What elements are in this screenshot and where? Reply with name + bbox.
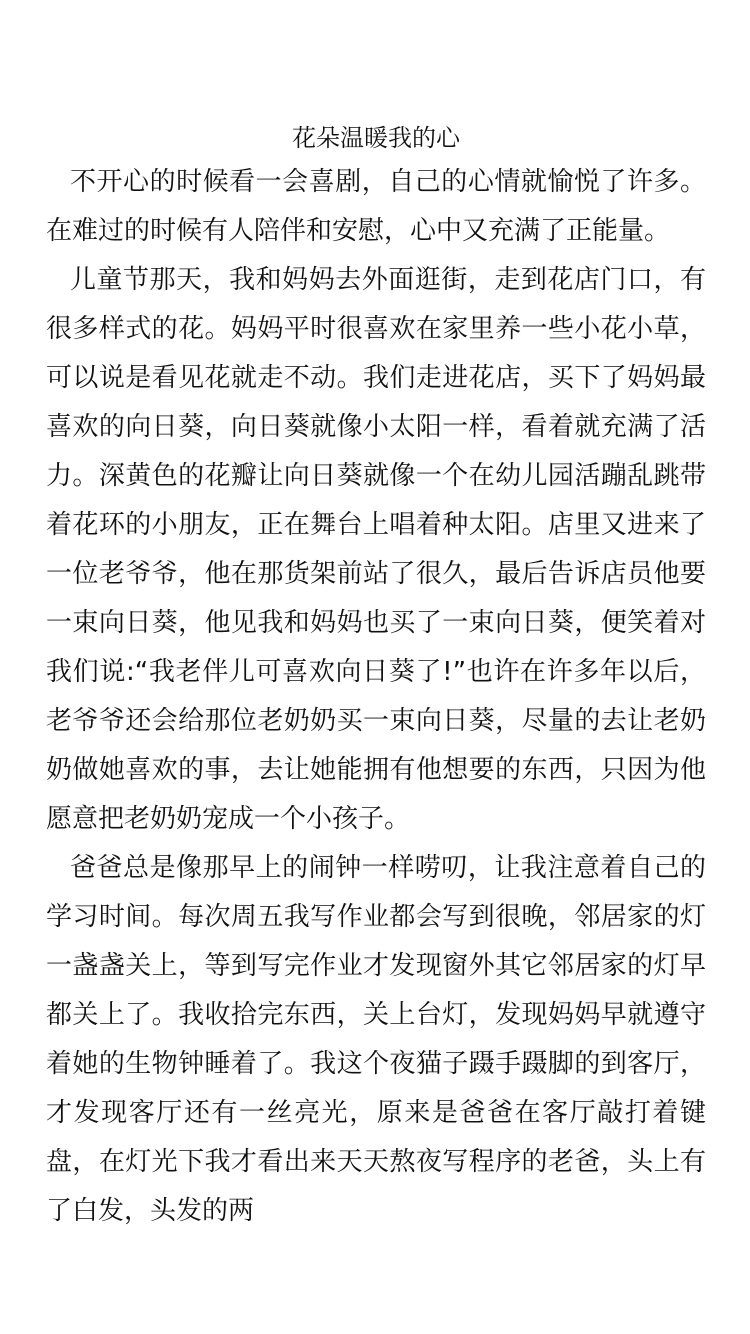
- article-title: 花朵温暖我的心: [292, 124, 460, 152]
- paragraph-2: 儿童节那天，我和妈妈去外面逛街，走到花店门口，有很多样式的花。妈妈平时很喜欢在家里养一些小花小草，可以说是看见花就走不动。我们走进花店，买下了妈妈最喜欢的向日葵，向日葵就像小太阳一样，看着就充满了活力。深黄色的花瓣让向日葵就像一个在幼儿园活蹦乱跳带着花环的小朋友，正在舞台上唱着种太阳。店里又进来了一位老爷爷，他在那货架前站了很久，最后告诉店员他要一束向日葵，他见我和妈妈也买了一束向日葵，便笑着对我们说:“我老伴儿可喜欢向日葵了!”也许在许多年以后，老爷爷还会给那位老奶奶买一束向日葵，尽量的去让老奶奶做她喜欢的事，去让她能拥有他想要的东西，只因为他愿意把老奶奶宠成一个小孩子。: [46, 265, 706, 834]
- paragraph-3: 爸爸总是像那早上的闹钟一样唠叨，让我注意着自己的学习时间。每次周五我写作业都会写到很晚，邻居家的灯一盏盏关上，等到写完作业才发现窗外其它邻居家的灯早都关上了。我收拾完东西，关上台灯，发现妈妈早就遵守着她的生物钟睡着了。我这个夜猫子蹑手蹑脚的到客厅，才发现客厅还有一丝亮光，原来是爸爸在客厅敲打着键盘，在灯光下我才看出来天天熬夜写程序的老爸，头上有了白发，头发的两: [46, 853, 706, 1226]
- paragraph-1: 不开心的时候看一会喜剧，自己的心情就愉悦了许多。在难过的时候有人陪伴和安慰，心中又充满了正能量。: [46, 167, 706, 246]
- article: [46, 118, 706, 1236]
